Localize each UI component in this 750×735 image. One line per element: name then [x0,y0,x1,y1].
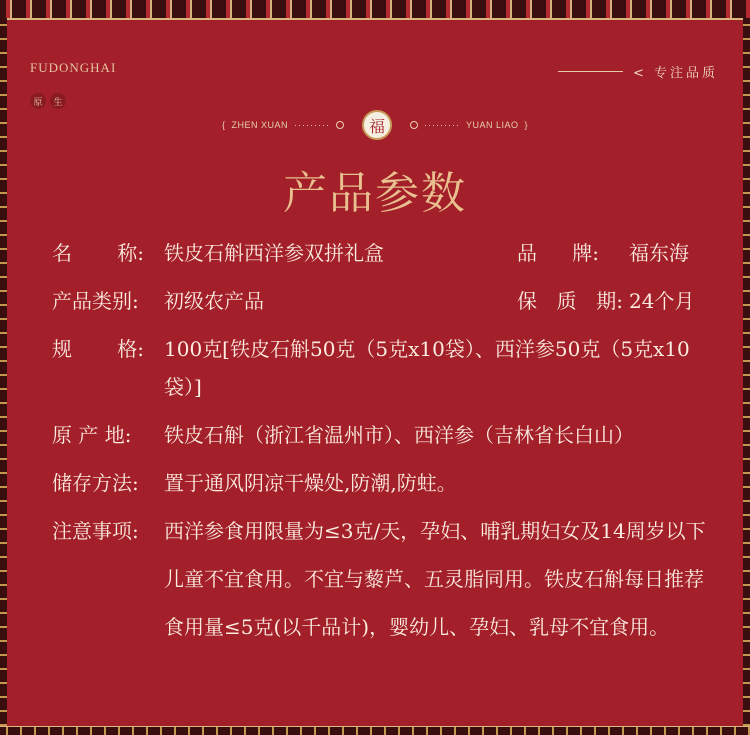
param-label-name [52,234,164,272]
param-label-brand [517,234,629,272]
bracket-left: { [221,120,226,130]
page-title: 产品参数 [283,168,467,219]
param-value-spec: 100克[铁皮石斛50克（5克x10袋）、西洋参50克（5克x10袋）] [164,337,690,399]
ring-icon [410,121,418,129]
param-label-shelf-life [517,282,629,320]
decorative-bottom-border [0,726,750,735]
fu-emblem-icon: 福 [362,110,392,140]
param-row-notes [52,512,712,651]
emblem-right-side [410,120,528,130]
param-row-spec [52,330,712,406]
param-label-category: 产品类别: [52,289,139,313]
param-label-spec [52,330,164,406]
tagline-text: < 专注品质 [632,66,718,81]
emblem-left-text: ZHEN XUAN [231,120,289,130]
seal-char: 生 [50,93,66,109]
param-value-brand: 福东海 [629,241,689,265]
brand-name: FUDONGHAI [30,60,117,75]
label-char: 质 [556,289,577,313]
tagline-line [558,71,623,72]
emblem-right-text: YUAN LIAO [465,120,519,130]
param-value-storage: 置于通风阴凉干燥处,防潮,防蛀。 [164,471,457,495]
label-char: 期: [596,289,623,313]
param-label-storage: 储存方法: [52,471,139,495]
param-value-origin: 铁皮石斛（浙江省温州市）、西洋参（吉林省长白山） [164,423,634,447]
bracket-right: } [524,120,529,130]
param-value-notes: 西洋参食用限量为≤3克/天，孕妇、哺乳期妇女及14周岁以下儿童不宜食用。不宜与藜芦、五灵脂同用。铁皮石斛每日推荐食用量≤5克(以千品计)，婴幼儿、孕妇、乳母不宜食用。 [164,519,706,639]
label-char: 品 [517,241,537,265]
param-label-notes: 注意事项: [52,519,139,543]
label-char: 名 [52,241,72,265]
param-row-name-brand [52,234,712,272]
label-char: 称: [117,241,144,265]
param-row-origin [52,416,712,454]
param-row-storage [52,464,712,502]
param-label-origin: 原 产 地: [52,423,132,447]
param-value-name: 铁皮石斛西洋参双拼礼盒 [164,241,384,265]
seal-badges [30,93,66,109]
seal-char: 原 [30,93,46,109]
param-value-shelf-life: 24个月 [629,289,695,313]
label-char: 牌: [572,241,599,265]
ring-icon [336,121,344,129]
product-params [52,234,712,661]
label-char: 规 [52,337,72,361]
emblem-left-side [222,120,344,130]
emblem-row [0,110,750,140]
param-row-category-shelf [52,282,712,320]
param-value-category: 初级农产品 [164,289,264,313]
label-char: 保 [517,289,537,313]
tagline [558,62,718,81]
dots-right: ········· [424,120,460,130]
dots-left: ········· [294,120,330,130]
label-char: 格: [117,337,144,361]
decorative-top-border [0,0,750,20]
